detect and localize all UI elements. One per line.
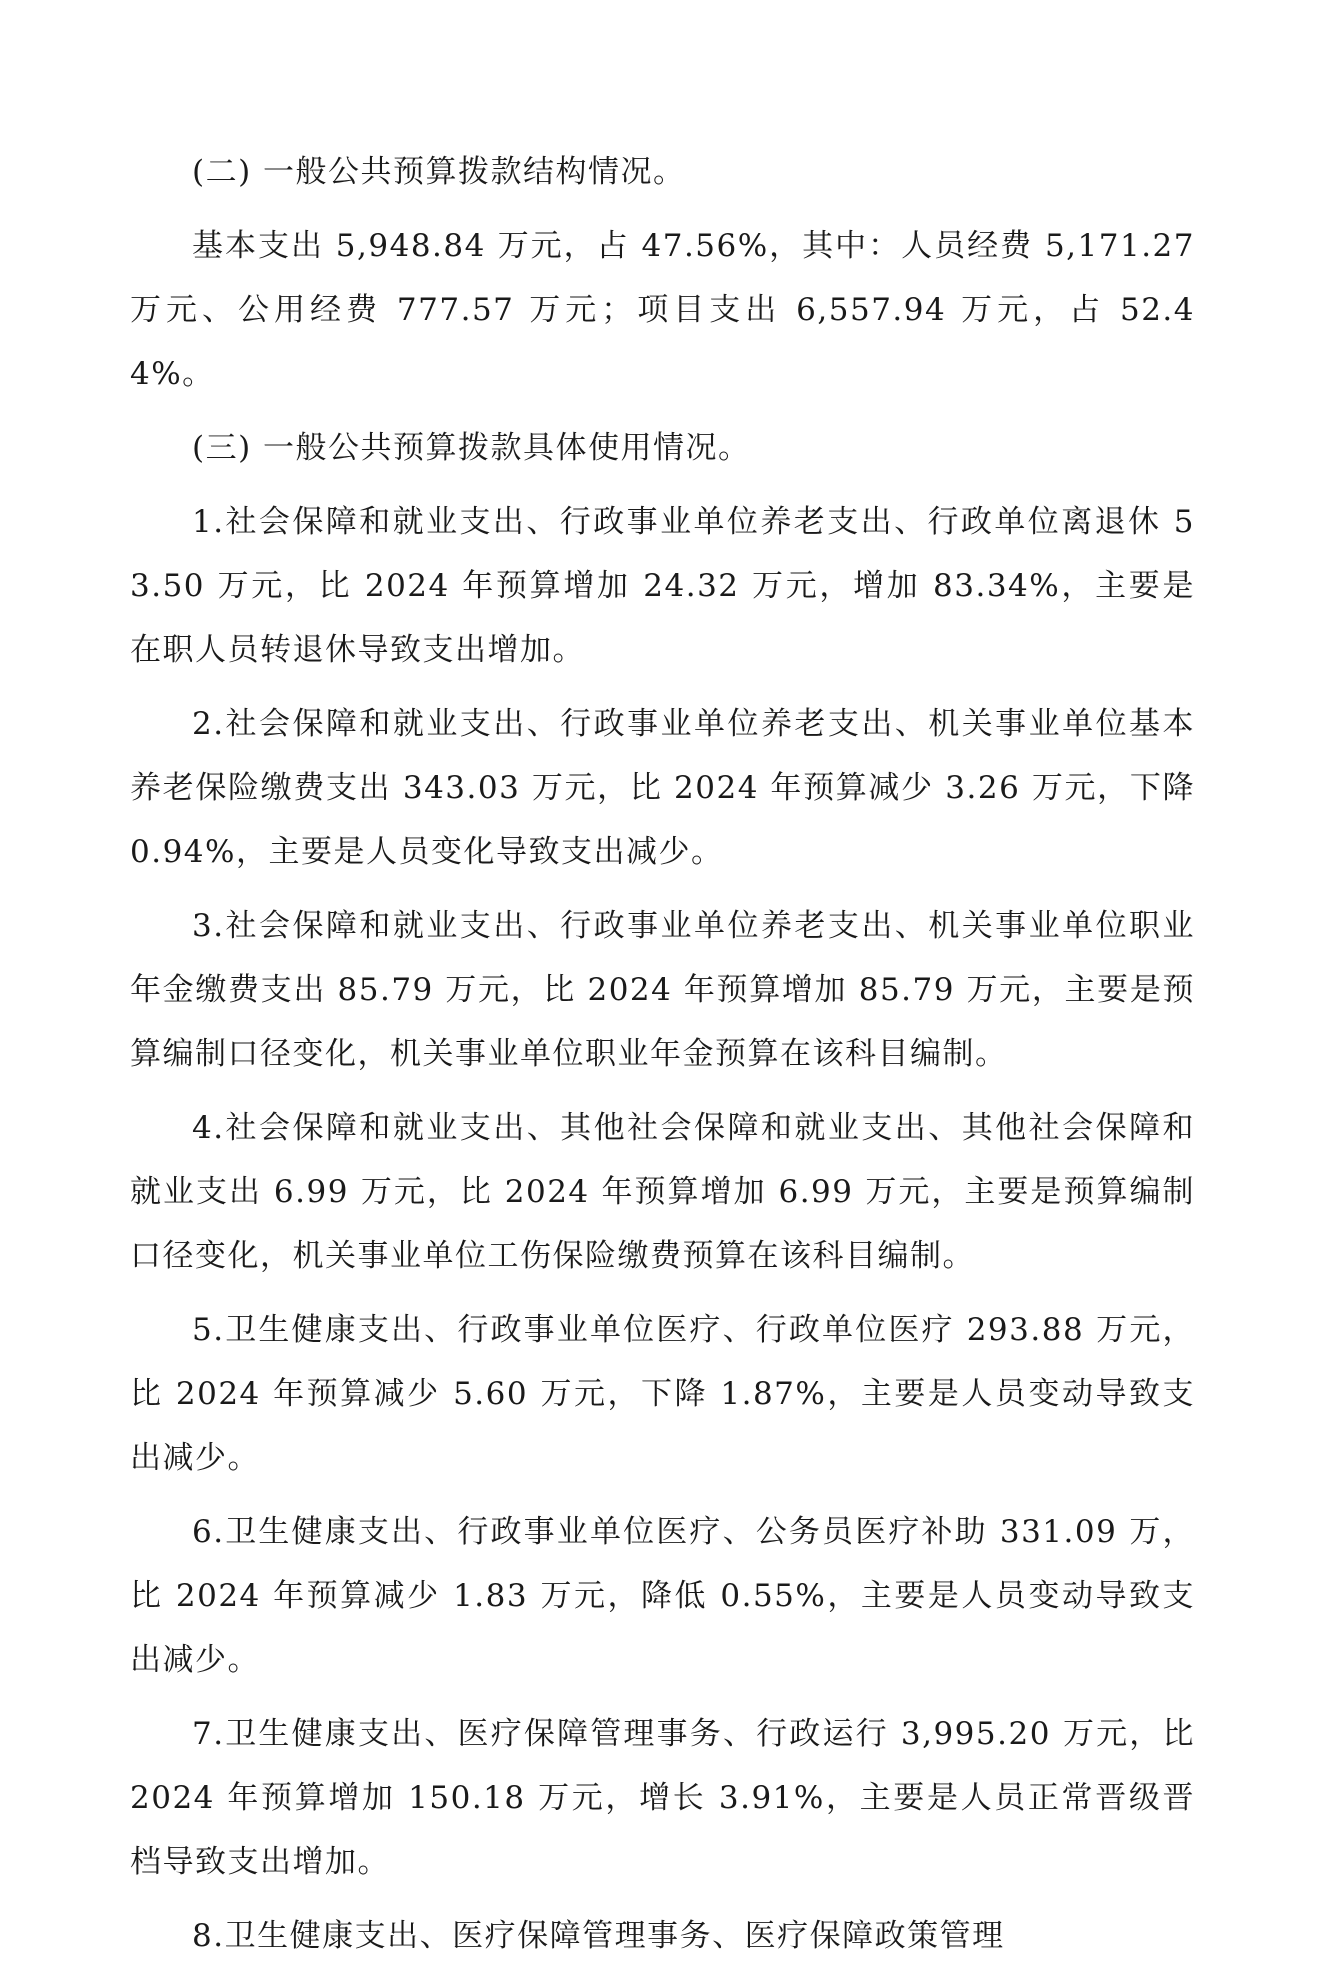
list-item-6: 6.卫生健康支出、行政事业单位医疗、公务员医疗补助 331.09 万，比 2024 年预算减少 1.83 万元，降低 0.55%，主要是人员变动导致支出减少。 bbox=[130, 1514, 1195, 1678]
document-body bbox=[130, 140, 1195, 1968]
section-heading-usage: (三) 一般公共预算拨款具体使用情况。 bbox=[192, 430, 751, 466]
list-item-3: 3.社会保障和就业支出、行政事业单位养老支出、机关事业单位职业年金缴费支出 85.79 万元，比 2024 年预算增加 85.79 万元，主要是预算编制口径变化，机关事业单位职业年金预算在该科目编制。 bbox=[130, 908, 1195, 1072]
list-item-4: 4.社会保障和就业支出、其他社会保障和就业支出、其他社会保障和就业支出 6.99 万元，比 2024 年预算增加 6.99 万元，主要是预算编制口径变化，机关事业单位工伤保险缴费预算在该科目编制。 bbox=[130, 1110, 1195, 1274]
list-item-2: 2.社会保障和就业支出、行政事业单位养老支出、机关事业单位基本养老保险缴费支出 343.03 万元，比 2024 年预算减少 3.26 万元，下降 0.94%，主要是人员变化导致支出减少。 bbox=[130, 706, 1195, 870]
list-item-5: 5.卫生健康支出、行政事业单位医疗、行政单位医疗 293.88 万元，比 2024 年预算减少 5.60 万元，下降 1.87%，主要是人员变动导致支出减少。 bbox=[130, 1312, 1195, 1476]
list-item-8: 8.卫生健康支出、医疗保障管理事务、医疗保障政策管理 bbox=[192, 1918, 1005, 1954]
paragraph-basic-expenditure: 基本支出 5,948.84 万元，占 47.56%，其中：人员经费 5,171.27 万元、公用经费 777.57 万元；项目支出 6,557.94 万元，占 52.44%。 bbox=[130, 228, 1195, 392]
list-item-7: 7.卫生健康支出、医疗保障管理事务、行政运行 3,995.20 万元，比 2024 年预算增加 150.18 万元，增长 3.91%，主要是人员正常晋级晋档导致支出增加。 bbox=[130, 1716, 1195, 1880]
list-item-1: 1.社会保障和就业支出、行政事业单位养老支出、行政单位离退休 53.50 万元，比 2024 年预算增加 24.32 万元，增加 83.34%，主要是在职人员转退休导致支出增加。 bbox=[130, 504, 1195, 668]
section-heading-structure: (二) 一般公共预算拨款结构情况。 bbox=[192, 154, 686, 190]
